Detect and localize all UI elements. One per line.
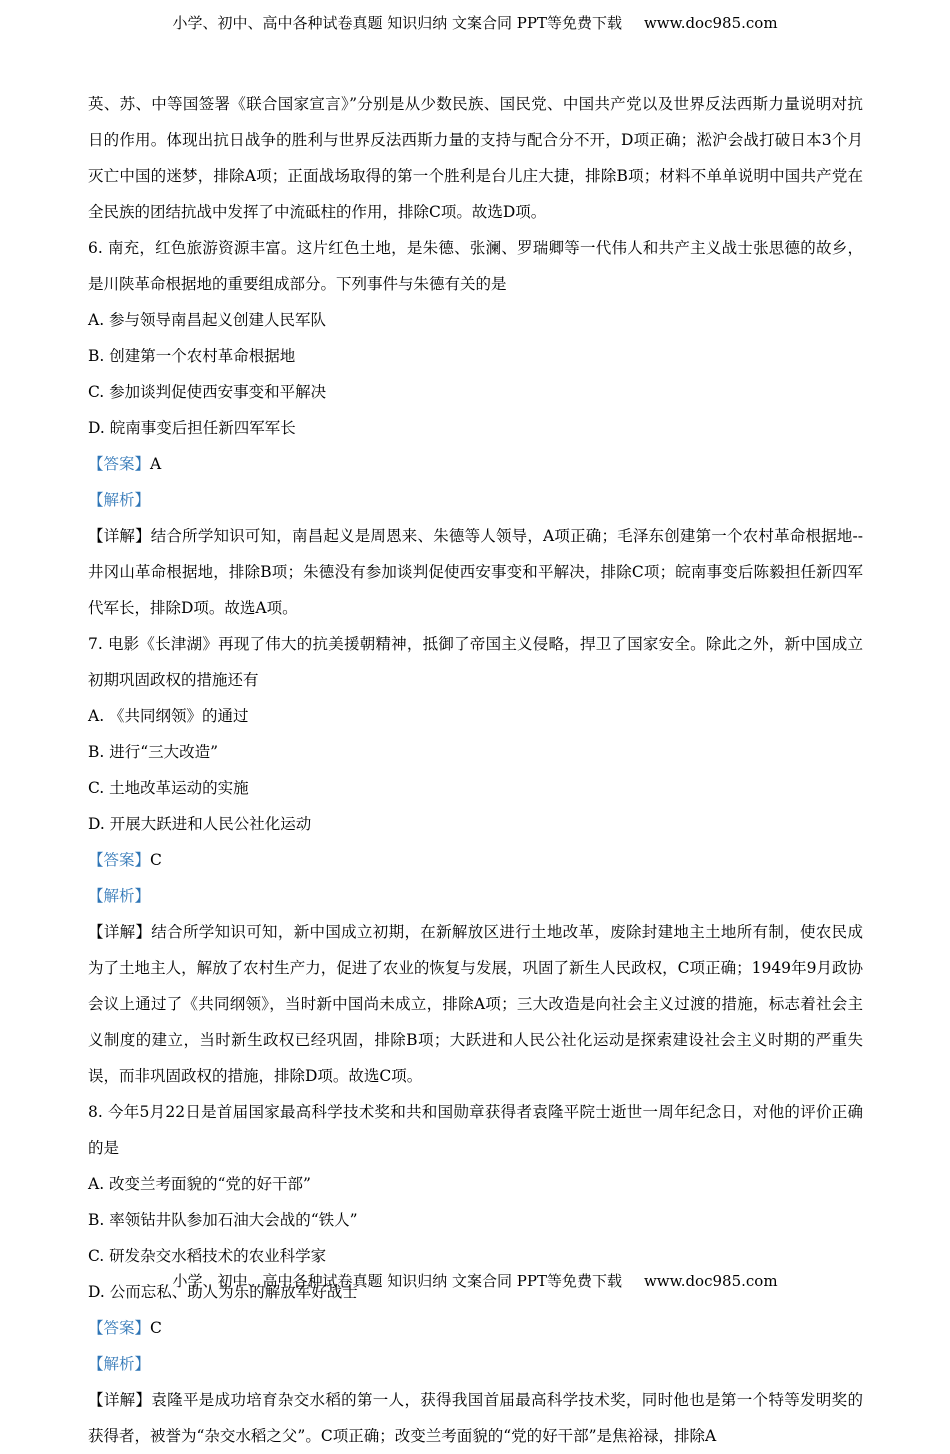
analysis-label: 【解析】 [88, 1355, 151, 1373]
page-header [0, 12, 950, 33]
answer-value: C [150, 851, 162, 869]
option-c: C. 土地改革运动的实施 [88, 779, 249, 797]
question-stem: 6. 南充，红色旅游资源丰富。这片红色土地，是朱德、张澜、罗瑞卿等一代伟人和共产主义战士张思德的故乡，是川陕革命根据地的重要组成部分。下列事件与朱德有关的是 [88, 239, 863, 293]
detail-paragraph [88, 1382, 863, 1454]
question-7 [88, 626, 863, 1094]
analysis-line [88, 482, 863, 518]
answer-line [88, 446, 863, 482]
answer-label: 【答案】 [88, 1319, 151, 1337]
answer-line [88, 842, 863, 878]
analysis-line [88, 1346, 863, 1382]
option-c: C. 研发杂交水稻技术的农业科学家 [88, 1247, 327, 1265]
detail-label: 【详解】 [88, 527, 151, 545]
answer-line [88, 1310, 863, 1346]
detail-paragraph [88, 518, 863, 626]
option-b: B. 率领钻井队参加石油大会战的“铁人” [88, 1211, 358, 1229]
detail-text: 结合所学知识可知，南昌起义是周恩来、朱德等人领导，A项正确；毛泽东创建第一个农村革命根据地--井冈山革命根据地，排除B项；朱德没有参加谈判促使西安事变和平解决，排除C项；皖南事变后陈毅担任新四军代军长，排除D项。故选A项。 [88, 527, 863, 617]
detail-text: 袁隆平是成功培育杂交水稻的第一人，获得我国首届最高科学技术奖，同时他也是第一个特等发明奖的获得者，被誉为“杂交水稻之父”。C项正确；改变兰考面貌的“党的好干部”是焦裕禄，排除A [88, 1391, 863, 1445]
detail-label: 【详解】 [88, 1391, 152, 1409]
analysis-line [88, 878, 863, 914]
page-footer [0, 1270, 950, 1291]
intro-paragraph: 英、苏、中等国签署《联合国家宣言》”分别是从少数民族、国民党、中国共产党以及世界反法西斯力量说明对抗日的作用。体现出抗日战争的胜利与世界反法西斯力量的支持与配合分不开，D项正确；淞沪会战打破日本3个月灭亡中国的迷梦，排除A项；正面战场取得的第一个胜利是台儿庄大捷，排除B项；材料不单单说明中国共产党在全民族的团结抗战中发挥了中流砥柱的作用，排除C项。故选D项。 [88, 95, 863, 221]
question-stem: 8. 今年5月22日是首届国家最高科学技术奖和共和国勋章获得者袁隆平院士逝世一周年纪念日，对他的评价正确的是 [88, 1103, 863, 1157]
answer-value: C [150, 1319, 162, 1337]
option-d: D. 公而忘私、助人为乐的解放军好战士 [88, 1283, 358, 1301]
footer-text: 小学、初中、高中各种试卷真题 知识归纳 文案合同 PPT等免费下载 [172, 1272, 622, 1290]
header-text: 小学、初中、高中各种试卷真题 知识归纳 文案合同 PPT等免费下载 [172, 14, 622, 32]
option-b: B. 进行“三大改造” [88, 743, 219, 761]
document-body [88, 86, 863, 1454]
option-c: C. 参加谈判促使西安事变和平解决 [88, 383, 327, 401]
header-url[interactable]: www.doc985.com [643, 14, 778, 32]
option-d: D. 开展大跃进和人民公社化运动 [88, 815, 312, 833]
detail-text: 结合所学知识可知，新中国成立初期，在新解放区进行土地改革，废除封建地主土地所有制，使农民成为了土地主人，解放了农村生产力，促进了农业的恢复与发展，巩固了新生人民政权，C项正确；1949年9月政协会议上通过了《共同纲领》，当时新中国尚未成立，排除A项；三大改造是向社会主义过渡的措施，标志着社会主义制度的建立，当时新生政权已经巩固，排除B项；大跃进和人民公社化运动是探索建设社会主义时期的严重失误，而非巩固政权的措施，排除D项。故选C项。 [88, 923, 863, 1085]
analysis-label: 【解析】 [88, 491, 151, 509]
detail-paragraph [88, 914, 863, 1094]
answer-label: 【答案】 [88, 851, 151, 869]
question-6 [88, 230, 863, 626]
option-a: A. 《共同纲领》的通过 [88, 707, 249, 725]
option-a: A. 参与领导南昌起义创建人民军队 [88, 311, 327, 329]
detail-label: 【详解】 [88, 923, 152, 941]
option-d: D. 皖南事变后担任新四军军长 [88, 419, 296, 437]
options [88, 302, 863, 446]
answer-value: A [150, 455, 162, 473]
options [88, 698, 863, 842]
option-a: A. 改变兰考面貌的“党的好干部” [88, 1175, 311, 1193]
answer-label: 【答案】 [88, 455, 151, 473]
option-b: B. 创建第一个农村革命根据地 [88, 347, 296, 365]
question-stem: 7. 电影《长津湖》再现了伟大的抗美援朝精神，抵御了帝国主义侵略，捍卫了国家安全。除此之外，新中国成立初期巩固政权的措施还有 [88, 635, 863, 689]
analysis-label: 【解析】 [88, 887, 151, 905]
footer-url[interactable]: www.doc985.com [643, 1272, 778, 1290]
